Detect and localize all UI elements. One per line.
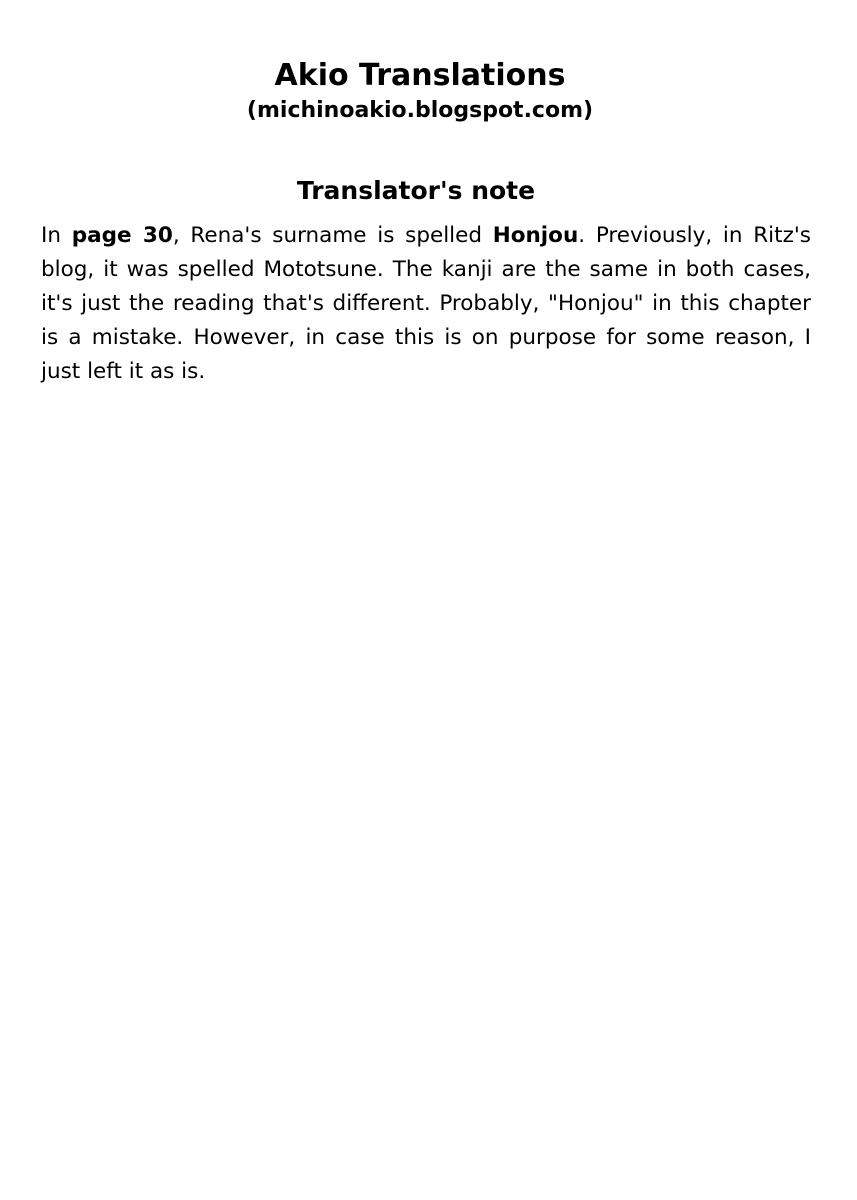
note-page-ref: page 30 [71, 223, 173, 248]
site-url: (michinoakio.blogspot.com) [246, 98, 594, 123]
note-surname: Honjou [492, 223, 579, 248]
note-text-2: . Previously, in Ritz's blog, it was spelled Mototsune. The kanji are the same in both cases, it's just the reading that's different. Probably, "Honjou" in this chapter is a mistake. However, in case this is on purpose for some reason, I just left it as is. [41, 223, 811, 384]
note-intro: In [41, 223, 72, 248]
note-heading: Translator's note [296, 176, 536, 205]
note-text-1: , Rena's surname is spelled [172, 223, 493, 248]
note-body [41, 219, 811, 389]
header [0, 56, 840, 126]
site-title: Akio Translations [274, 58, 566, 93]
